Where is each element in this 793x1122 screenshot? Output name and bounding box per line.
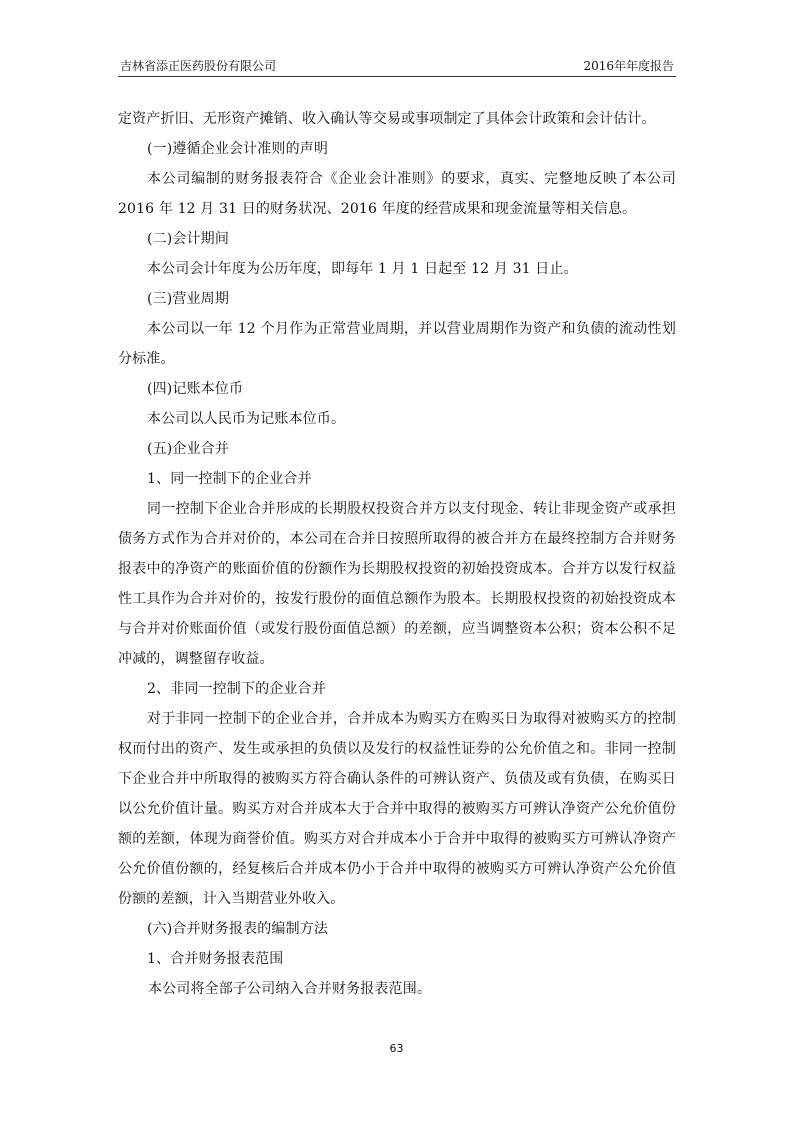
page-number: 63 bbox=[389, 1042, 404, 1055]
paragraph-continuation: 定资产折旧、无形资产摊销、收入确认等交易或事项制定了具体会计政策和会计估计。 bbox=[118, 111, 656, 127]
subheading-consolidation-scope: 1、合并财务报表范围 bbox=[147, 951, 284, 967]
paragraph-functional-currency: 本公司以人民币为记账本位币。 bbox=[147, 411, 346, 427]
section-heading-functional-currency: (四)记账本位币 bbox=[147, 381, 244, 397]
section-heading-accounting-period: (二)会计期间 bbox=[147, 231, 229, 247]
section-heading-consolidation-method: (六)合并财务报表的编制方法 bbox=[147, 921, 329, 937]
section-heading-business-combination: (五)企业合并 bbox=[147, 441, 229, 457]
subheading-non-common-control: 2、非同一控制下的企业合并 bbox=[147, 681, 326, 697]
paragraph-accounting-standards: 本公司编制的财务报表符合《企业会计准则》的要求，真实、完整地反映了本公司 2016 年 12 月 31 日的财务状况、2016 年度的经营成果和现金流量等相关信息。 bbox=[118, 171, 676, 217]
section-heading-accounting-standards: (一)遵循企业会计准则的声明 bbox=[147, 141, 329, 157]
paragraph-accounting-period: 本公司会计年度为公历年度，即每年 1 月 1 日起至 12 月 31 日止。 bbox=[147, 261, 578, 277]
paragraph-common-control: 同一控制下企业合并形成的长期股权投资合并方以支付现金、转让非现金资产或承担债务方式作为合并对价的，本公司在合并日按照所取得的被合并方在最终控制方合并财务报表中的净资产的账面价值的份额作为长期股权投资的初始投资成本。合并方以发行权益性工具作为合并对价的，按发行股份的面值总额作为股本。长期股权投资的初始投资成本与合并对价账面价值（或发行股份面值总额）的差额，应当调整资本公积；资本公积不足冲减的，调整留存收益。 bbox=[118, 501, 676, 667]
header-report-title: 2016年年度报告 bbox=[583, 59, 674, 73]
section-heading-operating-cycle: (三)营业周期 bbox=[147, 291, 229, 307]
subheading-common-control: 1、同一控制下的企业合并 bbox=[147, 471, 312, 487]
paragraph-operating-cycle: 本公司以一年 12 个月作为正常营业周期，并以营业周期作为资产和负债的流动性划分标准。 bbox=[118, 321, 676, 367]
page-header bbox=[118, 58, 676, 77]
paragraph-consolidation-scope: 本公司将全部子公司纳入合并财务报表范围。 bbox=[148, 981, 431, 997]
header-company-name: 吉林省添正医药股份有限公司 bbox=[120, 59, 277, 73]
paragraph-non-common-control: 对于非同一控制下的企业合并，合并成本为购买方在购买日为取得对被购买方的控制权而付出的资产、发生或承担的负债以及发行的权益性证券的公允价值之和。非同一控制下企业合并中所取得的被购买方符合确认条件的可辨认资产、负债及或有负债，在购买日以公允价值计量。购买方对合并成本大于合并中取得的被购买方可辨认净资产公允价值份额的差额，体现为商誉价值。购买方对合并成本小于合并中取得的被购买方可辨认净资产公允价值份额的，经复核后合并成本仍小于合并中取得的被购买方可辨认净资产公允价值份额的差额，计入当期营业外收入。 bbox=[118, 711, 676, 907]
document-body bbox=[118, 104, 676, 1004]
